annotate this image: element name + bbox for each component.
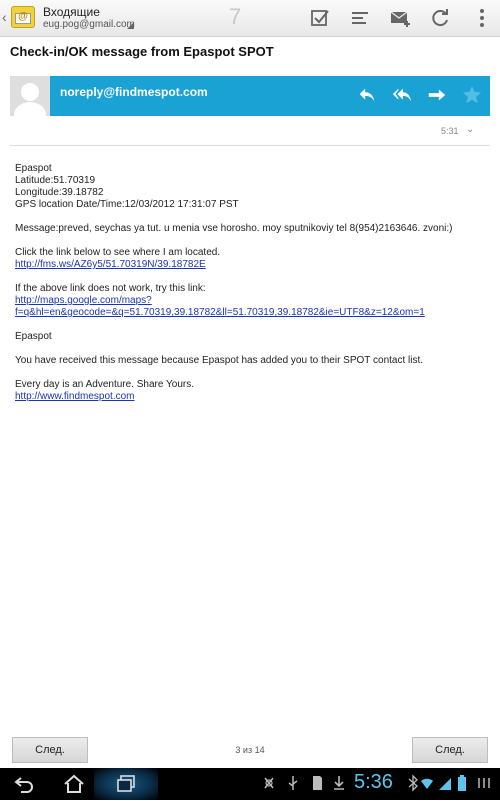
usb-icon: [286, 774, 300, 792]
body-line: If the above link does not work, try this link:: [15, 283, 206, 294]
body-line: Epaspot: [15, 331, 52, 342]
wifi-icon: [420, 774, 434, 792]
star-icon[interactable]: [461, 84, 483, 106]
avatar[interactable]: [10, 76, 50, 116]
email-app-icon[interactable]: [11, 6, 35, 28]
body-line: Every day is an Adventure. Share Yours.: [15, 379, 194, 390]
system-nav-bar: [0, 768, 500, 800]
bluetooth-icon: [406, 774, 420, 792]
message-body: [15, 163, 485, 403]
home-icon[interactable]: [62, 772, 86, 796]
download-icon: [332, 774, 346, 792]
refresh-icon[interactable]: [428, 6, 452, 30]
next-message-button[interactable]: След.: [412, 737, 488, 763]
sender-address[interactable]: noreply@findmespot.com: [60, 85, 208, 99]
reply-icon[interactable]: [356, 84, 378, 106]
body-line: Epaspot: [15, 163, 52, 174]
sd-card-icon: [310, 774, 324, 792]
usb-debug-icon: [262, 774, 276, 792]
longitude-line: Longitude:39.18782: [15, 187, 104, 198]
battery-icon: [455, 774, 469, 792]
website-link[interactable]: http://www.findmespot.com: [15, 391, 135, 402]
at-sign-icon: @: [18, 11, 28, 22]
latitude-line: Latitude:51.70319: [15, 175, 96, 186]
account-dropdown-caret-icon[interactable]: [127, 22, 134, 29]
avatar-body: [14, 102, 46, 116]
menu-list-icon[interactable]: [348, 6, 372, 30]
body-line: Click the link below to see where I am located.: [15, 247, 221, 258]
action-bar: [0, 0, 500, 37]
folder-name[interactable]: Входящие: [43, 5, 100, 19]
unread-count: 7: [229, 4, 242, 29]
back-icon[interactable]: [12, 772, 36, 796]
sender-header: [10, 76, 490, 116]
account-email[interactable]: eug.pog@gmail.com: [43, 19, 135, 30]
reply-all-icon[interactable]: [391, 84, 413, 106]
overflow-menu-icon[interactable]: [470, 6, 494, 30]
keyboard-icon: [477, 774, 491, 792]
avatar-head: [21, 83, 39, 101]
spacer: [15, 319, 485, 331]
signal-icon: [438, 774, 452, 792]
location-link[interactable]: http://fms.ws/AZ6y5/51.70319N/39.18782E: [15, 259, 206, 270]
back-chevron-icon[interactable]: ‹: [2, 9, 7, 25]
prev-message-button[interactable]: След.: [12, 737, 88, 763]
google-maps-link-cont[interactable]: f=q&hl=en&geocode=&q=51.70319,39.18782&ll=51.70319,39.18782&ie=UTF8&z=12&om=1: [15, 307, 425, 318]
spacer: [15, 343, 485, 355]
custom-message-line: Message:preved, seychas ya tut. u menia vse horosho. moy sputnikoviy tel 8(954)2163646. zvoni:): [15, 223, 453, 234]
compose-mail-icon[interactable]: [388, 6, 412, 30]
spacer: [15, 235, 485, 247]
message-time: 5:31: [441, 126, 459, 136]
message-subject: Check-in/OK message from Epaspot SPOT: [10, 44, 274, 59]
spacer: [15, 211, 485, 223]
spacer: [15, 367, 485, 379]
mark-checkbox-icon[interactable]: [308, 6, 332, 30]
divider: [10, 145, 490, 146]
status-clock: 5:36: [354, 771, 393, 793]
google-maps-link[interactable]: http://maps.google.com/maps?: [15, 295, 152, 306]
spacer: [15, 271, 485, 283]
body-line: You have received this message because Epaspot has added you to their SPOT contact list.: [15, 355, 424, 366]
details-chevron-icon[interactable]: ⌄: [466, 124, 475, 135]
gps-datetime-line: GPS location Date/Time:12/03/2012 17:31:07 PST: [15, 199, 239, 210]
recent-apps-icon[interactable]: [114, 772, 138, 796]
message-position: 3 из 14: [235, 745, 265, 755]
forward-icon[interactable]: [426, 84, 448, 106]
